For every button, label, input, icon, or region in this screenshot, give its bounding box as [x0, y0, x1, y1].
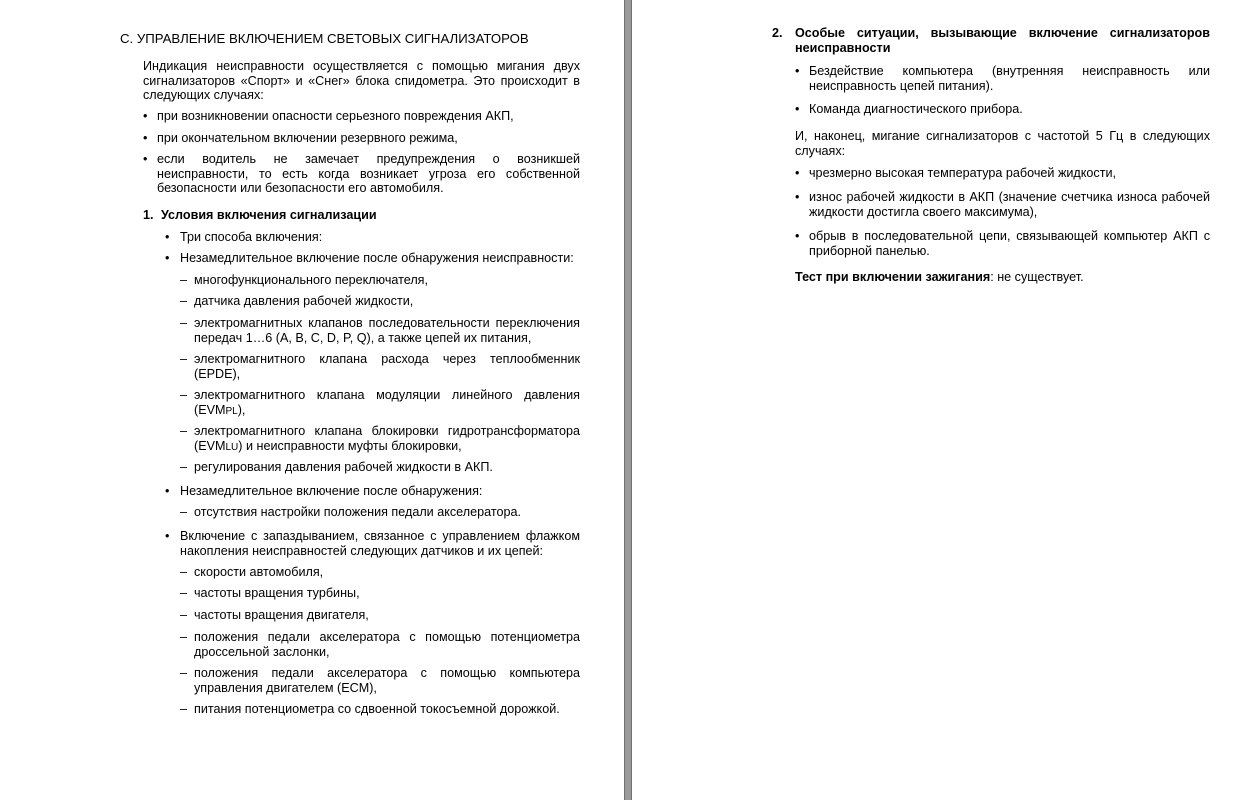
list-item: при возникновении опасности серьезного повреждения АКП, [157, 109, 514, 123]
dash-icon: – [180, 630, 188, 644]
section-title: С. УПРАВЛЕНИЕ ВКЛЮЧЕНИЕМ СВЕТОВЫХ СИГНАЛИЗАТОРОВ [120, 31, 529, 46]
list-item: Команда диагностического прибора. [809, 102, 1023, 116]
dash-item-tail: ), [237, 402, 246, 417]
bullet-icon: • [165, 251, 170, 265]
dash-item: положения педали акселератора с помощью компьютера управления двигателем (ECM), [194, 666, 580, 695]
dash-item: частоты вращения двигателя, [194, 608, 369, 622]
dash-icon: – [180, 565, 188, 579]
dash-item: электромагнитного клапана расхода через теплообменник (EPDE), [194, 352, 580, 381]
dash-icon: – [180, 294, 188, 308]
dash-icon: – [180, 460, 188, 474]
bullet-icon: • [143, 109, 148, 123]
list-item: обрыв в последовательной цепи, связывающей компьютер АКП с приборной панелью. [809, 229, 1210, 258]
dash-icon: – [180, 273, 188, 287]
subsection-number: 1. [143, 208, 154, 222]
dash-icon: – [180, 666, 188, 680]
dash-item-text: электромагнитного клапана модуляции линейного давления (EVM [194, 388, 580, 417]
dash-icon: – [180, 505, 188, 519]
ignition-test-label: Тест при включении зажигания [795, 270, 991, 284]
subscript-text: PL [225, 405, 238, 417]
dash-icon: – [180, 586, 188, 600]
list-item: Незамедлительное включение после обнаружения: [180, 484, 483, 498]
dash-icon: – [180, 352, 188, 366]
subsection-title: Особые ситуации, вызывающие включение сигнализаторов неисправности [795, 26, 1210, 55]
dash-item: питания потенциометра со сдвоенной токосъемной дорожкой. [194, 702, 560, 716]
bullet-icon: • [795, 229, 800, 243]
dash-item: скорости автомобиля, [194, 565, 324, 579]
dash-item: датчика давления рабочей жидкости, [194, 294, 414, 308]
list-item: если водитель не замечает предупреждения о возникшей неисправности, то есть когда возникает угроза его собственной безопасности или безопасности его автомобиля. [157, 152, 580, 196]
dash-item: частоты вращения турбины, [194, 586, 360, 600]
document-page-right [632, 0, 1253, 800]
subsection-number: 2. [772, 26, 783, 40]
dash-icon: – [180, 608, 188, 622]
bullet-icon: • [795, 166, 800, 180]
list-item: Три способа включения: [180, 230, 323, 244]
list-item: Бездействие компьютера (внутренняя неисправность или неисправность цепей питания). [809, 64, 1210, 93]
dash-item: электромагнитных клапанов последовательности переключения передач 1…6 (A, B, C, D, P, Q), а также цепей их питания, [194, 316, 580, 345]
bullet-icon: • [165, 230, 170, 244]
page-divider [624, 0, 632, 800]
bullet-icon: • [165, 484, 170, 498]
ignition-test [795, 270, 1210, 285]
document-page-left [0, 0, 624, 800]
dash-item: положения педали акселератора с помощью потенциометра дроссельной заслонки, [194, 630, 580, 659]
bullet-icon: • [165, 529, 170, 543]
frequency-intro: И, наконец, мигание сигнализаторов с частотой 5 Гц в следующих случаях: [795, 129, 1210, 158]
list-item: Незамедлительное включение после обнаружения неисправности: [180, 251, 574, 265]
dash-item-text: электромагнитного клапана блокировки гидротрансформатора (EVM [194, 424, 580, 453]
dash-item [194, 388, 580, 419]
bullet-icon: • [795, 64, 800, 78]
dash-item: регулирования давления рабочей жидкости в АКП. [194, 460, 493, 474]
dash-icon: – [180, 424, 188, 438]
list-item: при окончательном включении резервного режима, [157, 131, 458, 145]
subscript-text: LU [225, 441, 239, 453]
list-item: износ рабочей жидкости в АКП (значение счетчика износа рабочей жидкости достигла своего максимума), [809, 190, 1210, 219]
list-item: чрезмерно высокая температура рабочей жидкости, [809, 166, 1117, 180]
dash-icon: – [180, 316, 188, 330]
bullet-icon: • [143, 152, 148, 166]
bullet-icon: • [795, 102, 800, 116]
bullet-icon: • [143, 131, 148, 145]
list-item: Включение с запаздыванием, связанное с управлением флажком накопления неисправностей следующих датчиков и их цепей: [180, 529, 580, 558]
dash-item-tail: ) и неисправности муфты блокировки, [238, 438, 462, 453]
intro-paragraph: Индикация неисправности осуществляется с помощью мигания двух сигнализаторов «Спорт» и «Снег» блока спидометра. Это происходит в следующих случаях: [143, 59, 580, 103]
dash-item: многофункционального переключателя, [194, 273, 428, 287]
dash-item [194, 424, 580, 455]
bullet-icon: • [795, 190, 800, 204]
ignition-test-value: : не существует. [990, 270, 1084, 284]
dash-icon: – [180, 702, 188, 716]
subsection-title: Условия включения сигнализации [161, 208, 377, 222]
dash-icon: – [180, 388, 188, 402]
dash-item: отсутствия настройки положения педали акселератора. [194, 505, 521, 519]
